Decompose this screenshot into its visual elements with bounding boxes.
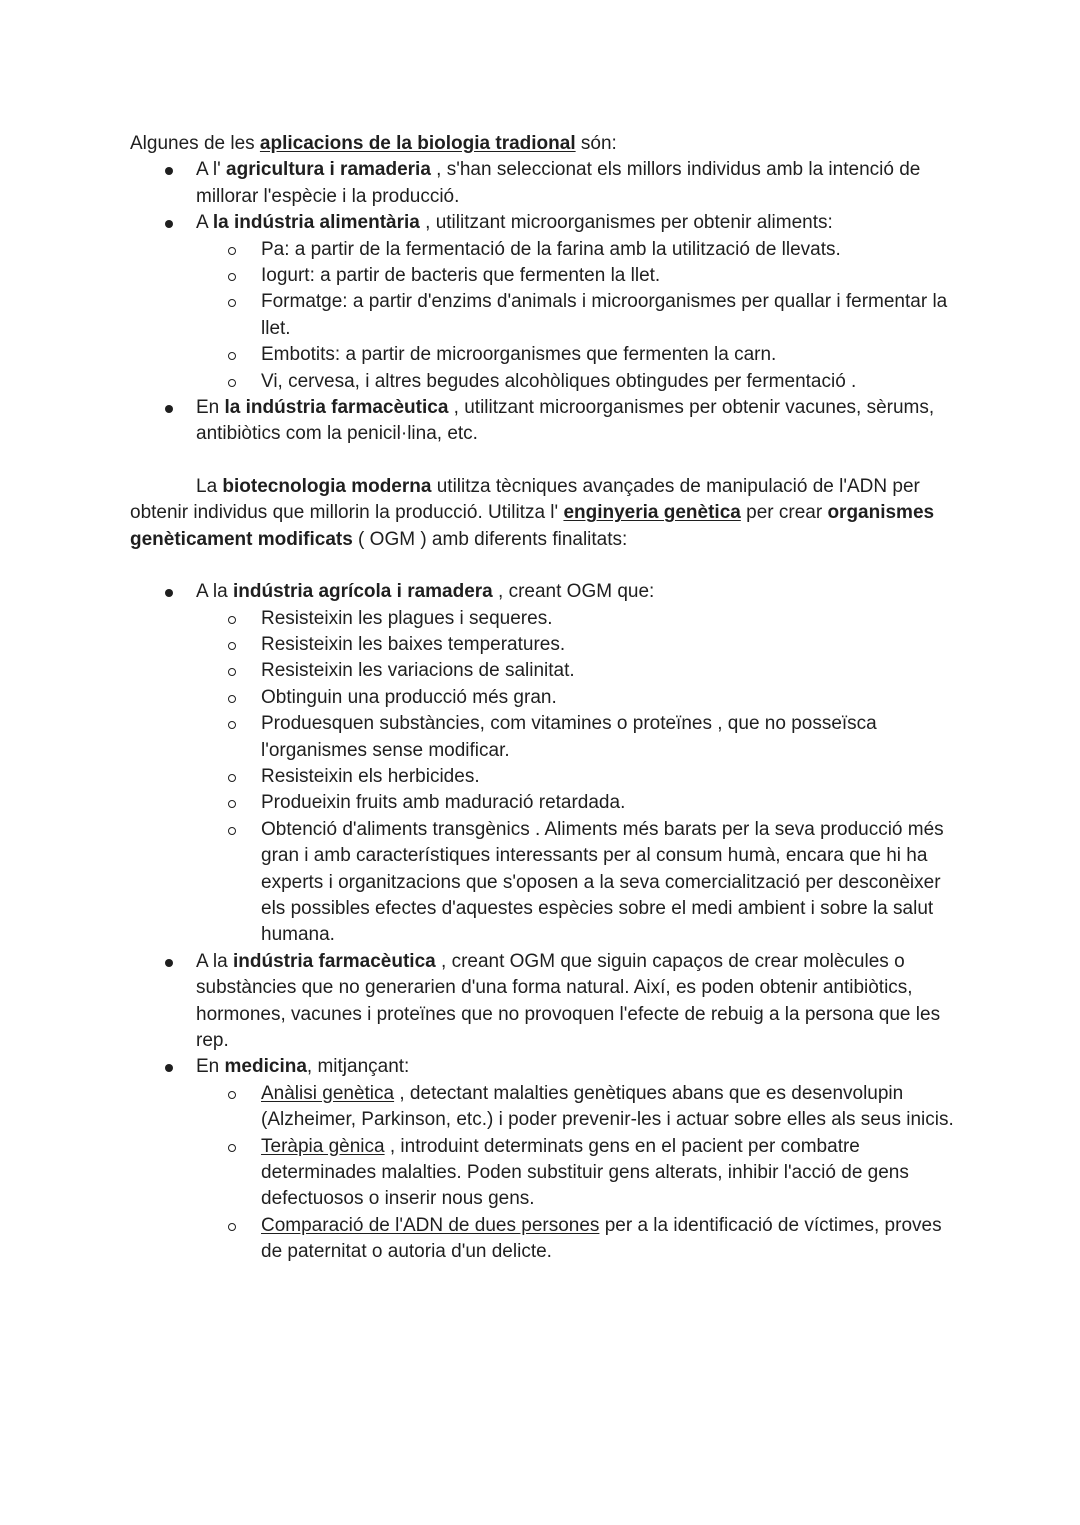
dna-comparison-link[interactable]: Comparació de l'ADN de dues persones — [261, 1214, 600, 1236]
circle-bullet-icon — [228, 1091, 236, 1099]
traditional-applications-link[interactable]: aplicacions de la biologia tradional — [259, 133, 576, 154]
text: Vi, cervesa, i altres begudes alcohòliques obtingudes per fermentació . — [261, 370, 857, 392]
intro-paragraph — [130, 131, 960, 157]
list-item — [130, 1134, 960, 1213]
text: A la — [196, 950, 233, 972]
list-item-food-industry — [130, 210, 960, 395]
list-item — [130, 237, 960, 263]
list-item — [130, 790, 960, 816]
text: A — [196, 212, 213, 234]
circle-bullet-icon — [228, 668, 236, 676]
text: Produesquen substàncies, com vitamines o proteïnes , que no posseïsca l'organismes sense modificar. — [261, 713, 877, 761]
text: , creant OGM que: — [492, 581, 655, 603]
text: Formatge: a partir d'enzims d'animals i microorganismes per quallar i fermentar la llet. — [261, 291, 948, 339]
text: , utilitzant microorganismes per obtenir aliments: — [419, 212, 833, 234]
text: En — [196, 1056, 225, 1078]
list-item — [130, 764, 960, 790]
text: En — [196, 397, 225, 419]
list-item — [130, 369, 960, 395]
food-sublist — [130, 237, 960, 395]
text: per crear — [740, 502, 828, 524]
genetic-engineering-link[interactable]: enginyeria genètica — [563, 502, 741, 524]
list-item-pharma-industry-modern — [130, 949, 960, 1055]
circle-bullet-icon — [228, 247, 236, 255]
circle-bullet-icon — [228, 721, 236, 729]
medicine-sublist — [130, 1081, 960, 1266]
bullet-icon — [165, 959, 173, 967]
circle-bullet-icon — [228, 299, 236, 307]
bullet-icon — [165, 405, 173, 413]
bullet-icon — [165, 220, 173, 228]
list-item — [130, 632, 960, 658]
bold-term: agricultura i ramaderia — [226, 159, 431, 181]
circle-bullet-icon — [228, 352, 236, 360]
list-item — [130, 342, 960, 368]
text: utilitza tècniques avançades de manipulació de l'ADN per obtenir individus que millorin la producció. Utilitza l' — [130, 475, 920, 524]
list-item-pharma-industry — [130, 395, 960, 448]
list-item — [130, 289, 960, 342]
list-item — [130, 263, 960, 289]
circle-bullet-icon — [228, 642, 236, 650]
bold-term: medicina — [224, 1056, 307, 1078]
text: Iogurt: a partir de bacteris que fermenten la llet. — [261, 265, 661, 287]
circle-bullet-icon — [228, 827, 236, 835]
bold-term: indústria farmacèutica — [232, 950, 436, 972]
circle-bullet-icon — [228, 800, 236, 808]
text: , mitjançant: — [306, 1056, 410, 1078]
list-item — [130, 711, 960, 764]
text: A la — [196, 581, 233, 603]
traditional-list — [130, 157, 960, 447]
text: Pa: a partir de la fermentació de la farina amb la utilització de llevats. — [261, 238, 841, 260]
text: per a la identificació de víctimes, proves de paternitat o autoria d'un delicte. — [261, 1214, 942, 1263]
bold-term: indústria agrícola i ramadera — [232, 581, 493, 603]
text: Resisteixin els herbicides. — [261, 765, 480, 787]
list-item-agri-industry — [130, 579, 960, 949]
text: Produeixin fruits amb maduració retardada. — [261, 792, 626, 814]
text: ( OGM ) amb diferents finalitats: — [352, 528, 628, 550]
text: són: — [575, 133, 617, 154]
list-item-medicine — [130, 1054, 960, 1265]
text: Algunes de les — [130, 133, 260, 154]
text: Embotits: a partir de microorganismes que fermenten la carn. — [261, 344, 777, 366]
text: Resisteixin les variacions de salinitat. — [261, 660, 575, 682]
document-page — [130, 131, 960, 1266]
circle-bullet-icon — [228, 379, 236, 387]
bold-term: la indústria farmacèutica — [224, 397, 449, 419]
text: , s'han seleccionat els millors individus amb la intenció de millorar l'espècie i la producció. — [196, 159, 921, 207]
list-item — [130, 658, 960, 684]
text: La — [196, 475, 223, 497]
text: Obtenció d'aliments transgènics . Aliments més barats per la seva producció més gran i amb característiques interessants per al consum humà, encara que hi ha experts i organitzacions que s'oposen a la seva comercialització per desconèixer els possibles efectes d'aquestes espècies sobre el medi ambient i sobre la salut humana. — [261, 818, 944, 946]
spacer — [130, 553, 960, 579]
text: Obtinguin una producció més gran. — [261, 686, 557, 708]
text: , introduint determinats gens en el pacient per combatre determinades malalties. Poden substituir gens alterats, inhibir l'acció de gens defectuosos o inserir nous gens. — [261, 1135, 909, 1210]
bold-term: la indústria alimentària — [212, 212, 420, 234]
bullet-icon — [165, 1064, 173, 1072]
list-item — [130, 606, 960, 632]
bold-term: organismes genèticament modificats — [130, 502, 935, 550]
circle-bullet-icon — [228, 616, 236, 624]
circle-bullet-icon — [228, 695, 236, 703]
modern-list — [130, 579, 960, 1266]
list-item-agriculture — [130, 157, 960, 210]
agri-sublist — [130, 606, 960, 949]
text: , utilitzant microorganismes per obtenir vacunes, sèrums, antibiòtics com la penicil·lina, etc. — [196, 397, 935, 445]
list-item — [130, 685, 960, 711]
spacer — [130, 448, 960, 474]
bullet-icon — [165, 167, 173, 175]
gene-therapy-link[interactable]: Teràpia gènica — [261, 1135, 385, 1157]
text: Resisteixin les baixes temperatures. — [261, 633, 566, 655]
circle-bullet-icon — [228, 774, 236, 782]
genetic-analysis-link[interactable]: Anàlisi genètica — [261, 1082, 395, 1104]
text: Resisteixin les plagues i sequeres. — [261, 607, 553, 629]
circle-bullet-icon — [228, 1223, 236, 1231]
list-item — [130, 1081, 960, 1134]
text: , creant OGM que siguin capaços de crear molècules o substàncies que no generarien d'una forma natural. Així, es poden obtenir antibiòtics, hormones, vacunes i proteïnes que no provoquen l'efecte de rebuig a la persona que les rep. — [196, 950, 941, 1051]
bullet-icon — [165, 589, 173, 597]
list-item — [130, 817, 960, 949]
circle-bullet-icon — [228, 273, 236, 281]
bold-term: biotecnologia moderna — [222, 475, 432, 497]
list-item — [130, 1213, 960, 1266]
modern-biotech-paragraph — [130, 474, 960, 553]
text: , detectant malalties genètiques abans que es desenvolupin (Alzheimer, Parkinson, etc.) i poder prevenir-les i actuar sobre elles als seus inicis. — [261, 1082, 954, 1131]
text: A l' — [196, 159, 227, 181]
circle-bullet-icon — [228, 1144, 236, 1152]
